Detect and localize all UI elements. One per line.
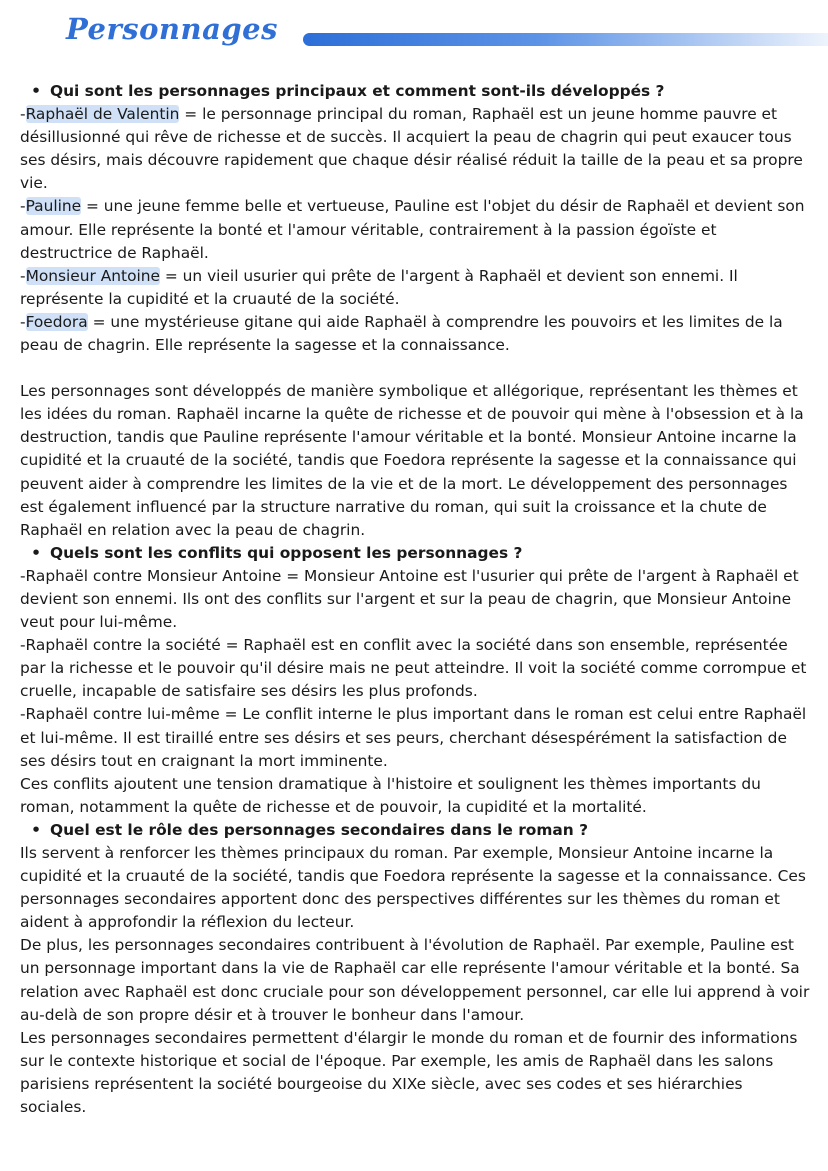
conflict-item: -Raphaël contre lui-même = Le conflit interne le plus important dans le roman est celui entre Raphaël et lui-même. Il est tiraillé entre ses désirs et ses peurs, cherchant désespérément la satisfaction de ses désirs tout en craignant la mort imminente. xyxy=(20,705,807,770)
question-main-characters: • Qui sont les personnages principaux et comment sont-ils développés ? xyxy=(20,80,812,103)
character-name-highlight: Pauline xyxy=(25,197,82,216)
body-paragraph: De plus, les personnages secondaires contribuent à l'évolution de Raphaël. Par exemple, Pauline est un personnage important dans la vie de Raphaël car elle représente l'amour véritable et la bonté. Sa relation avec Raphaël est donc cruciale pour son développement personnel, car elle lui apprend à voir au-delà de son propre désir et à trouver le bonheur dans l'amour. xyxy=(20,936,810,1024)
character-name-highlight: Raphaël de Valentin xyxy=(25,105,180,124)
character-entry: -Raphaël de Valentin = le personnage principal du roman, Raphaël est un jeune homme pauvre et désillusionné qui rêve de richesse et de succès. Il acquiert la peau de chagrin qui peut exaucer tous ses désirs, mais découvre rapidement que chaque désir réalisé réduit la taille de la peau et sa propre vie. xyxy=(20,105,803,193)
bullet-icon: • xyxy=(31,820,41,839)
character-entry: -Foedora = une mystérieuse gitane qui aide Raphaël à comprendre les pouvoirs et les limites de la peau de chagrin. Elle représente la sagesse et la connaissance. xyxy=(20,312,783,355)
character-entry: -Pauline = une jeune femme belle et vertueuse, Pauline est l'objet du désir de Raphaël et devient son amour. Elle représente la bonté et l'amour véritable, contrairement à la passion égoïste et destructrice de Raphaël. xyxy=(20,197,805,262)
character-name-highlight: Monsieur Antoine xyxy=(25,266,160,285)
body-paragraph: Les personnages sont développés de manière symbolique et allégorique, représentant les thèmes et les idées du roman. Raphaël incarne la quête de richesse et de pouvoir qui mène à l'obsession et à la destruction, tandis que Pauline représente l'amour véritable et la bonté. Monsieur Antoine incarne la cupidité et la cruauté de la société, tandis que Foedora représente la sagesse et la connaissance qui peuvent aider à comprendre les limites de la vie et de la mort. Le développement des personnages est également influencé par la structure narrative du roman, qui suit la croissance et la chute de Raphaël en relation avec la peau de chagrin. xyxy=(20,382,804,539)
conflict-item: -Raphaël contre Monsieur Antoine = Monsieur Antoine est l'usurier qui prête de l'argent à Raphaël et devient son ennemi. Ils ont des conflits sur l'argent et sur la peau de chagrin, que Monsieur Antoine veut pour lui-même. xyxy=(20,566,799,632)
page-header xyxy=(0,0,828,70)
title-gradient-bar xyxy=(303,33,828,46)
conflict-summary: Ces conflits ajoutent une tension dramatique à l'histoire et soulignent les thèmes importants du roman, notamment la quête de richesse et de pouvoir, la cupidité et la mortalité. xyxy=(20,774,761,816)
spacer xyxy=(20,357,812,380)
question-secondary-characters: • Quel est le rôle des personnages secondaires dans le roman ? xyxy=(20,819,812,842)
page-title: Personnages xyxy=(66,12,278,46)
character-entry: -Monsieur Antoine = un vieil usurier qui prête de l'argent à Raphaël et devient son ennemi. Il représente la cupidité et la cruauté de la société. xyxy=(20,266,738,308)
document-body xyxy=(20,80,812,1119)
body-paragraph: Ils servent à renforcer les thèmes principaux du roman. Par exemple, Monsieur Antoine incarne la cupidité et la cruauté de la société, tandis que Foedora représente la sagesse et la connaissance. Ces personnages secondaires apportent donc des perspectives différentes sur les thèmes du roman et aident à approfondir la réflexion du lecteur. xyxy=(20,844,806,932)
question-conflicts: • Quels sont les conflits qui opposent les personnages ? xyxy=(20,542,812,565)
character-name-highlight: Foedora xyxy=(25,312,88,331)
bullet-icon: • xyxy=(31,543,41,562)
bullet-icon: • xyxy=(31,82,41,100)
conflict-item: -Raphaël contre la société = Raphaël est en conflit avec la société dans son ensemble, représentée par la richesse et le pouvoir qu'il désire mais ne peut atteindre. Il voit la société comme corrompue et cruelle, incapable de satisfaire ses désirs les plus profonds. xyxy=(20,636,807,701)
body-paragraph: Les personnages secondaires permettent d'élargir le monde du roman et de fournir des informations sur le contexte historique et social de l'époque. Par exemple, les amis de Raphaël dans les salons parisiens représentent la société bourgeoise du XIXe siècle, avec ses codes et ses hiérarchies sociales. xyxy=(20,1028,798,1117)
